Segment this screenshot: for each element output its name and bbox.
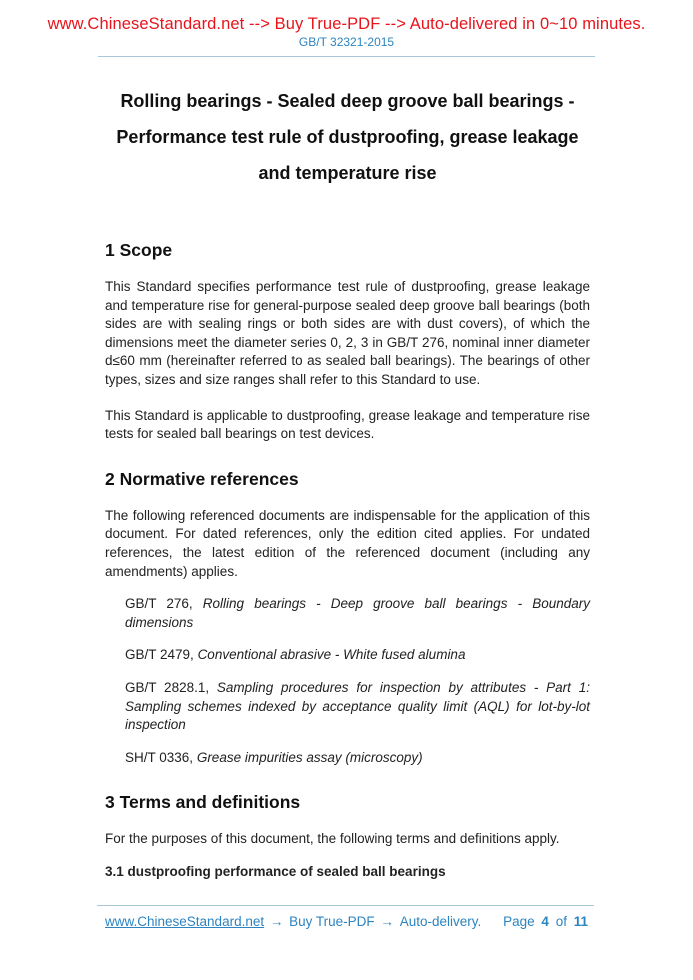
title-line-1: Rolling bearings - Sealed deep groove ball bearings -: [120, 91, 575, 111]
reference-title: Rolling bearings - Deep groove ball bearings - Boundary dimensions: [125, 596, 590, 630]
document-body: [105, 83, 590, 881]
arrow-right-icon: →: [380, 914, 394, 929]
reference-item-1: [125, 595, 590, 632]
page-current: 4: [541, 914, 549, 929]
scope-paragraph-1: This Standard specifies performance test rule of dustproofing, grease leakage and temperature rise for general-purpose sealed deep groove ball bearings (both sides are with sealing rings or both sides are with dust covers), of which the dimensions meet the diameter series 0, 2, 3 in GB/T 276, nominal inner diameter d≤60 mm (hereinafter referred to as sealed ball bearings). The bearings of other types, sizes and size ranges shall refer to this Standard to use.: [105, 279, 590, 387]
reference-item-2: [125, 646, 590, 665]
reference-code: GB/T 2828.1,: [125, 679, 210, 695]
page-footer: [0, 905, 693, 980]
section-heading-terms: 3 Terms and definitions: [105, 792, 301, 813]
scope-paragraph-2: This Standard is applicable to dustproofing, grease leakage and temperature rise tests for sealed ball bearings on test devices.: [105, 407, 590, 442]
terms-intro: For the purposes of this document, the following terms and definitions apply.: [105, 831, 560, 847]
footer-delivery-text: Auto-delivery.: [399, 914, 482, 929]
section-heading-normative-references: 2 Normative references: [105, 468, 299, 489]
reference-code: GB/T 276,: [125, 596, 193, 612]
title-line-3: and temperature rise: [258, 163, 437, 183]
page-indicator: [500, 914, 588, 929]
of-label: of: [555, 914, 567, 929]
header-divider: [98, 56, 595, 57]
reference-code: SH/T 0336,: [125, 749, 194, 765]
standard-code: GB/T 32321-2015: [298, 35, 395, 49]
footer-buy-text: Buy True-PDF: [289, 914, 375, 929]
reference-title: Grease impurities assay (microscopy): [196, 749, 423, 765]
header-promo-banner: www.ChineseStandard.net --> Buy True-PDF --> Auto-delivered in 0~10 minutes.: [47, 15, 646, 33]
reference-title: Conventional abrasive - White fused alumina: [197, 647, 466, 663]
reference-item-4: [125, 749, 590, 768]
footer-divider: [97, 905, 594, 906]
reference-item-3: [125, 679, 590, 735]
document-title: [105, 83, 590, 191]
normative-intro: The following referenced documents are indispensable for the application of this document. For dated references, only the edition cited applies. For undated references, the latest edition of the referenced document (including any amendments) applies.: [105, 507, 590, 579]
footer-site-link[interactable]: www.ChineseStandard.net: [105, 914, 265, 929]
reference-code: GB/T 2479,: [125, 647, 194, 663]
reference-title: Sampling procedures for inspection by attributes - Part 1: Sampling schemes indexed by acceptance quality limit (AQL) for lot-by-lot inspection: [125, 679, 590, 733]
term-3-1-heading: 3.1 dustproofing performance of sealed ball bearings: [105, 863, 446, 879]
arrow-right-icon: →: [269, 914, 284, 929]
footer-row: [105, 914, 588, 929]
page-header: [0, 0, 693, 57]
footer-promo: [105, 914, 481, 929]
page-label: Page: [503, 914, 535, 929]
section-heading-scope: 1 Scope: [105, 240, 173, 260]
title-line-2: Performance test rule of dustproofing, grease leakage: [116, 127, 579, 147]
page-total: 11: [573, 914, 588, 929]
